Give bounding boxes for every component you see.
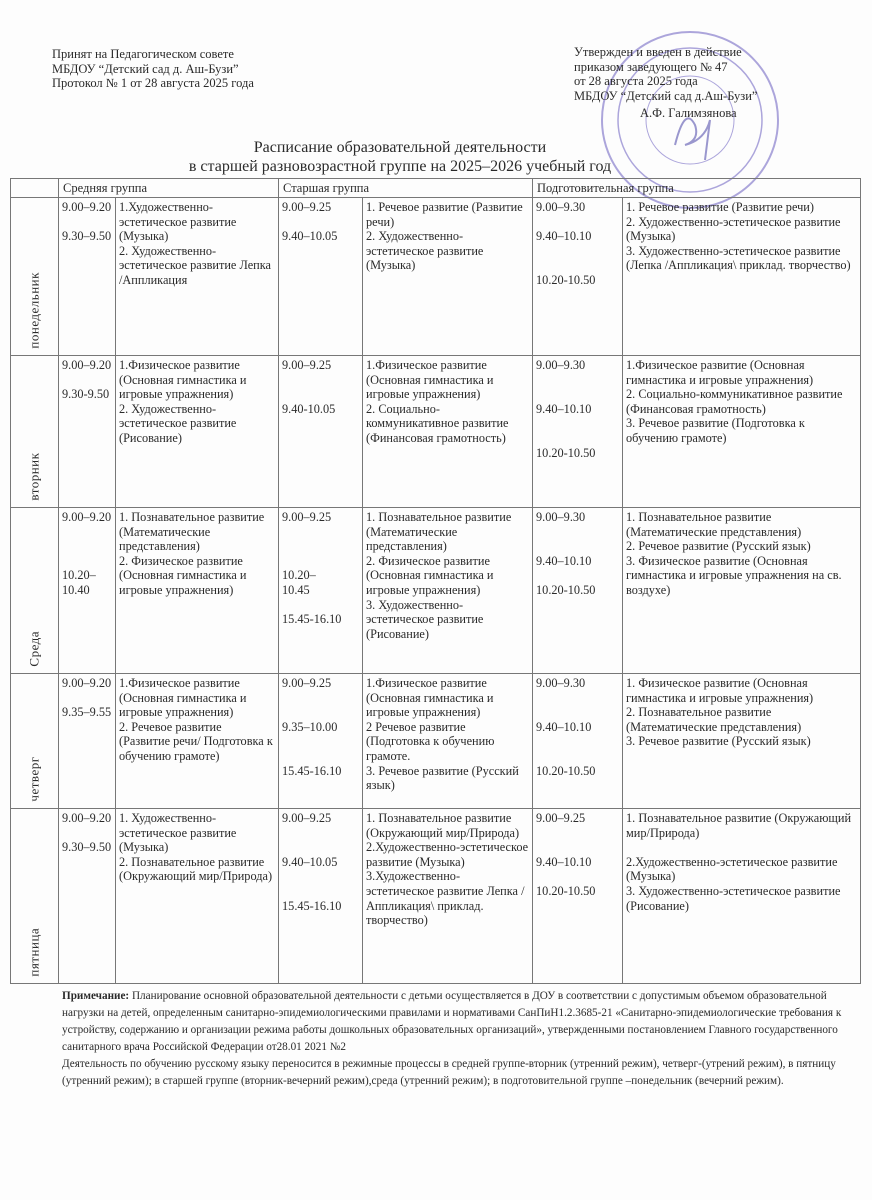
adoption-header: Принят на Педагогическом совете МБДОУ “Детский сад д. Аш-Бузи” Протокол № 1 от 28 августа 2025 года: [52, 47, 254, 90]
signatory-name: А.Ф. Галимзянова: [640, 106, 737, 120]
activity-cell: 1. Познавательное развитие (Математические представления) 2. Физическое развитие (Основная гимнастика и игровые упражнения): [116, 508, 279, 674]
time-cell: 9.00–9.25 9.40–10.05 15.45-16.10: [279, 809, 363, 984]
day-label: Среда: [26, 631, 42, 667]
activity-cell: 1. Познавательное развитие (Окружающий мир/Природа) 2.Художественно-эстетическое развитие (Музыка) 3. Художественно-эстетическое развитие (Рисование): [623, 809, 861, 984]
group-header-preparatory: Подготовительная группа: [533, 179, 861, 198]
schedule-table: [10, 178, 861, 984]
table-row: [11, 508, 861, 674]
time-cell: 9.00–9.20 9.30–9.50: [59, 809, 116, 984]
time-cell: 9.00–9.25 10.20– 10.45 15.45-16.10: [279, 508, 363, 674]
note-text: Планирование основной образовательной деятельности с детьми осуществляется в ДОУ в соответствии с допустимым объемом образовательной нагрузки на детей, определенным санитарно-эпидемиологическими правилами и нормативами СанПиН1.2.3685-21 «Санитарно-эпидемиологические требования к устройству, содержанию и организации режима работы дошкольных образовательных организаций», утвержденными постановлением Главного государственного санитарного врача Российской Федерации от28.01 2021 №2: [62, 990, 842, 1053]
note-text-2: Деятельность по обучению русскому языку переносится в режимные процессы в средней группе-вторник (утренний режим), четверг-(утрений режим), в пятницу (утренний режим); в старшей группе (вторник-вечерний режим),среда (утренний режим); в подготовительной группе –понедельник (вечерний режим).: [62, 1058, 836, 1087]
activity-cell: 1.Физическое развитие (Основная гимнастика и игровые упражнения) 2 Речевое развитие (Подготовка к обучению грамоте. 3. Речевое развитие (Русский язык): [363, 674, 533, 809]
note: [62, 988, 852, 1090]
time-cell: 9.00–9.20 9.30–9.50: [59, 198, 116, 356]
table-row: [11, 356, 861, 508]
activity-cell: 1. Речевое развитие (Развитие речи) 2. Художественно-эстетическое развитие (Музыка): [363, 198, 533, 356]
activity-cell: 1.Физическое развитие (Основная гимнастика и игровые упражнения) 2. Речевое развитие (Развитие речи/ Подготовка к обучению грамоте): [116, 674, 279, 809]
time-cell: 9.00–9.25 9.35–10.00 15.45-16.10: [279, 674, 363, 809]
note-label: Примечание:: [62, 990, 130, 1002]
time-cell: 9.00–9.30 9.40–10.10 10.20-10.50: [533, 198, 623, 356]
activity-cell: 1. Художественно-эстетическое развитие (Музыка) 2. Познавательное развитие (Окружающий мир/Природа): [116, 809, 279, 984]
activity-cell: 1.Физическое развитие (Основная гимнастика и игровые упражнения) 2. Художественно-эстетическое развитие (Рисование): [116, 356, 279, 508]
day-label: четверг: [26, 756, 42, 802]
time-cell: 9.00–9.30 9.40–10.10 10.20-10.50: [533, 508, 623, 674]
time-cell: 9.00–9.25 9.40–10.05: [279, 198, 363, 356]
time-cell: 9.00–9.25 9.40-10.05: [279, 356, 363, 508]
day-label: вторник: [26, 452, 42, 501]
activity-cell: 1. Физическое развитие (Основная гимнастика и игровые упражнения) 2. Познавательное развитие (Математические представления) 3. Речевое развитие (Русский язык): [623, 674, 861, 809]
activity-cell: 1.Физическое развитие (Основная гимнастика и игровые упражнения) 2. Социально-коммуникативное развитие (Финансовая грамотность): [363, 356, 533, 508]
title-line-1: Расписание образовательной деятельности: [253, 139, 547, 156]
time-cell: 9.00–9.30 9.40–10.10 10.20-10.50: [533, 674, 623, 809]
table-row: [11, 198, 861, 356]
day-label: пятница: [26, 928, 42, 977]
group-header-middle: Средняя группа: [59, 179, 279, 198]
activity-cell: 1. Речевое развитие (Развитие речи) 2. Художественно-эстетическое развитие (Музыка) 3. Художественно-эстетическое развитие (Лепка /Аппликация\ приклад. творчество): [623, 198, 861, 356]
activity-cell: 1.Художественно-эстетическое развитие (Музыка) 2. Художественно-эстетическое развитие Лепка /Аппликация: [116, 198, 279, 356]
activity-cell: 1. Познавательное развитие (Окружающий мир/Природа) 2.Художественно-эстетическое развитие (Музыка) 3.Художественно- эстетическое развитие Лепка /Аппликация\ приклад. творчество): [363, 809, 533, 984]
approval-header: Утвержден и введен в действие приказом заведующего № 47 от 28 августа 2025 года МБДОУ “Детский сад д.Аш-Бузи”: [574, 45, 758, 103]
time-cell: 9.00–9.25 9.40–10.10 10.20-10.50: [533, 809, 623, 984]
time-cell: 9.00–9.20 9.30-9.50: [59, 356, 116, 508]
day-label: понедельник: [26, 272, 42, 349]
group-header-senior: Старшая группа: [279, 179, 533, 198]
day-cell: [11, 508, 59, 674]
day-cell: [11, 198, 59, 356]
time-cell: 9.00–9.20 9.35–9.55: [59, 674, 116, 809]
table-row: [11, 674, 861, 809]
time-cell: 9.00–9.20 10.20– 10.40: [59, 508, 116, 674]
day-header: [11, 179, 59, 198]
table-row: [11, 809, 861, 984]
day-cell: [11, 809, 59, 984]
title-line-2: в старшей разновозрастной группе на 2025–2026 учебный год: [188, 158, 612, 175]
activity-cell: 1.Физическое развитие (Основная гимнастика и игровые упражнения) 2. Социально-коммуникативное развитие (Финансовая грамотность) 3. Речевое развитие (Подготовка к обучению грамоте): [623, 356, 861, 508]
table-header-row: [11, 179, 861, 198]
activity-cell: 1. Познавательное развитие (Математические представления) 2. Речевое развитие (Русский язык) 3. Физическое развитие (Основная гимнастика и игровые упражнения на св. воздухе): [623, 508, 861, 674]
day-cell: [11, 674, 59, 809]
day-cell: [11, 356, 59, 508]
time-cell: 9.00–9.30 9.40–10.10 10.20-10.50: [533, 356, 623, 508]
activity-cell: 1. Познавательное развитие (Математические представления) 2. Физическое развитие (Основная гимнастика и игровые упражнения) 3. Художественно-эстетическое развитие (Рисование): [363, 508, 533, 674]
document-title: [0, 138, 800, 176]
